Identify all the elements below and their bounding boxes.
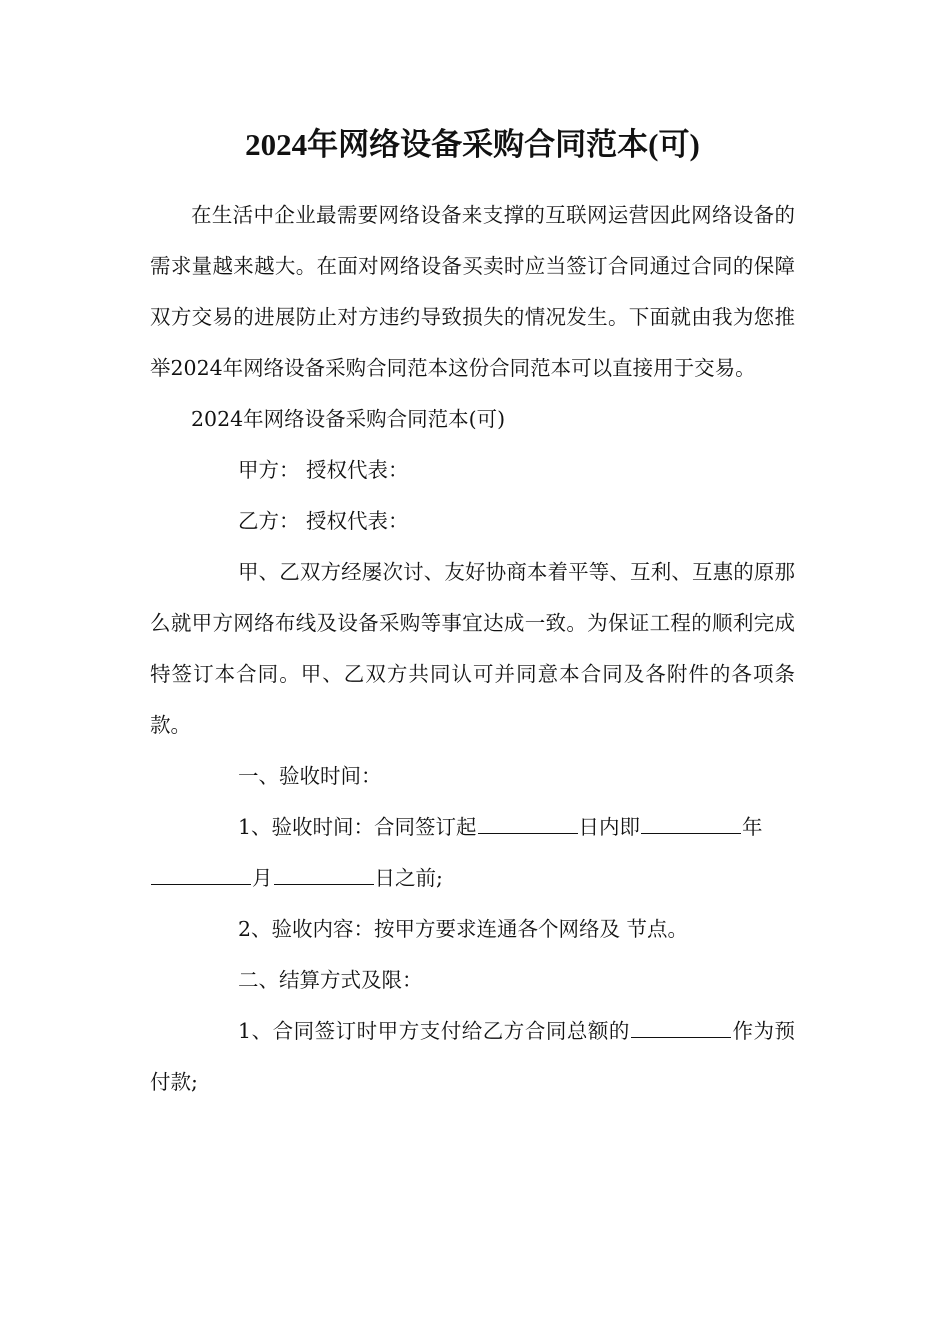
clause-1-1 [150,802,795,904]
clause-2-1 [150,1006,795,1108]
preamble-paragraph: 甲、乙双方经屡次讨、友好协商本着平等、互利、互惠的原那么就甲方网络布线及设备采购等事宜达成一致。为保证工程的顺利完成特签订本合同。甲、乙双方共同认可并同意本合同及各附件的各项条款。 [150,560,795,737]
fill-blank-days [478,817,578,834]
clause-1-1-text-c: 年 [742,815,763,839]
intro-paragraph: 在生活中企业最需要网络设备来支撑的互联网运营因此网络设备的需求量越来越大。在面对网络设备买卖时应当签订合同通过合同的保障双方交易的进展防止对方违约导致损失的情况发生。下面就由我为您推举2024年网络设备采购合同范本这份合同范本可以直接用于交易。 [150,203,795,380]
section-1-heading: 一、验收时间： [238,764,382,788]
document-title: 2024年网络设备采购合同范本(可) [245,127,700,162]
fill-blank-month [151,868,251,885]
clause-1-1-text-a: 1、验收时间：合同签订起 [238,815,477,839]
section-2-heading: 二、结算方式及限： [238,968,423,992]
subtitle-line: 2024年网络设备采购合同范本(可) [191,407,506,431]
clause-2-1-text-b: 作为预付款; [150,1019,795,1094]
clause-1-2: 2、验收内容：按甲方要求连通各个网络及 节点。 [238,917,689,941]
clause-1-1-text-b: 日内即 [578,815,641,839]
clause-1-1-text-e: 日之前; [374,866,443,890]
fill-blank-day [274,868,374,885]
fill-blank-year [641,817,741,834]
party-b-line: 乙方： 授权代表： [238,509,409,533]
clause-1-1-text-d: 月 [252,866,273,890]
fill-blank-percentage [631,1021,731,1038]
document-body [150,190,795,1108]
party-a-line: 甲方： 授权代表： [238,458,409,482]
clause-2-1-text-a: 1、合同签订时甲方支付给乙方合同总额的 [238,1019,630,1043]
